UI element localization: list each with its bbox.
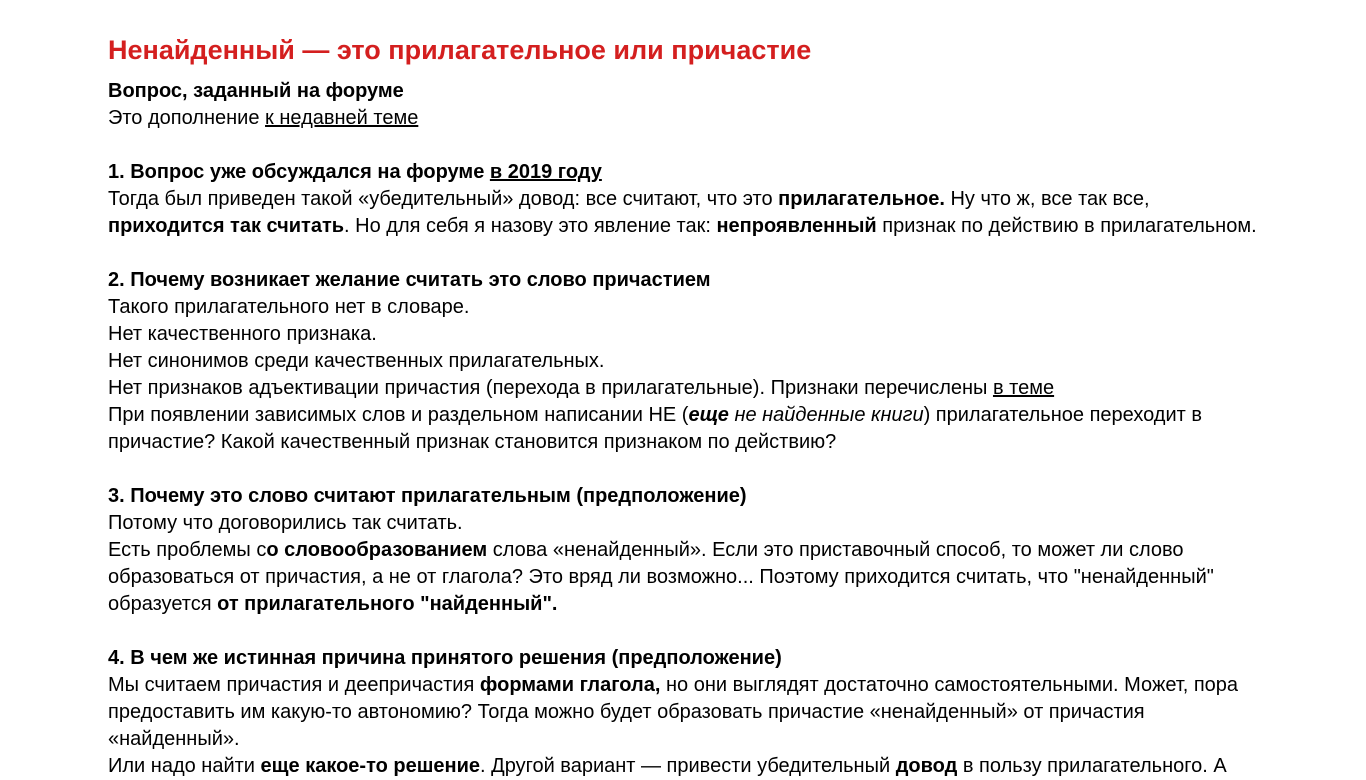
section-3-heading (108, 483, 1268, 510)
section-1-paragraph (108, 186, 1268, 240)
section-4-paragraph-2 (108, 753, 1268, 780)
s2-line5-text-2: ) прилагательное переходит в причастие? Какой качественный признак становится признаком по действию? (108, 404, 1202, 453)
spacer (108, 132, 1268, 159)
s3-bold-1: о словообразованием (266, 539, 488, 561)
section-4-heading-text: 4. В чем же истинная причина принятого решения (предположение) (108, 647, 782, 669)
s4-text-2: но они выглядят достаточно самостоятельными. Может, пора предоставить им какую-то автономию? Тогда можно будет образовать причастие «ненайденный» от причастия «найденный». (108, 674, 1239, 750)
section-4-heading (108, 645, 1268, 672)
spacer (108, 456, 1268, 483)
s4-text-5: в пользу прилагательного. А (957, 755, 1227, 777)
s2-line5-bold-italic: еще (688, 404, 729, 426)
s2-line5-italic: не найденные книги (728, 404, 924, 426)
section-3-line-1: Потому что договорились так считать. (108, 512, 463, 534)
s1-bold-1: прилагательное. (778, 188, 945, 210)
intro-text-body: Это дополнение (108, 107, 266, 129)
s2-line5-text-1: При появлении зависимых слов и раздельном написании НЕ ( (108, 404, 689, 426)
in-topic-link[interactable]: в теме (992, 377, 1055, 399)
s3-bold-2: от прилагательного "найденный". (217, 593, 558, 615)
s1-text-2: Ну что ж, все так все, (944, 188, 1150, 210)
intro-heading (108, 78, 1268, 105)
section-3-heading-text: 3. Почему это слово считают прилагательным (предположение) (108, 485, 747, 507)
section-4-paragraph-1 (108, 672, 1268, 753)
section-2-line-1: Такого прилагательного нет в словаре. (108, 296, 470, 318)
s1-text-4: признак по действию в прилагательном. (876, 215, 1257, 237)
section-2-line-5 (108, 402, 1268, 456)
section-3-paragraph (108, 537, 1268, 618)
s1-bold-2: приходится так считать (108, 215, 345, 237)
recent-topic-link[interactable]: к недавней теме (265, 107, 419, 129)
page-title: Ненайденный — это прилагательное или причастие (108, 35, 812, 65)
article (108, 30, 1268, 780)
s1-bold-3: непроявленный (716, 215, 877, 237)
section-1-heading (108, 159, 1268, 186)
section-1-heading-text (108, 161, 602, 183)
intro-text (108, 105, 1268, 132)
section-2-line-3: Нет синонимов среди качественных прилагательных. (108, 350, 605, 372)
s1-text-1: Тогда был приведен такой «убедительный» довод: все считают, что это (108, 188, 779, 210)
s1-text-3: . Но для себя я назову это явление так: (344, 215, 717, 237)
s4-text-4: . Другой вариант — привести убедительный (480, 755, 896, 777)
s3-text-2: слова «ненайденный». Если это приставочный способ, то может ли слово образоваться от причастия, а не от глагола? Это вряд ли возможно... Поэтому приходится считать, что "ненайденный" образуется (108, 539, 1214, 615)
section-1-heading-label: 1. Вопрос уже обсуждался на форуме (108, 161, 490, 183)
spacer (108, 618, 1268, 645)
year-2019-link[interactable]: в 2019 году (489, 161, 602, 183)
intro-heading-text: Вопрос, заданный на форуме (108, 80, 404, 102)
s2-line4-text: Нет признаков адъективации причастия (перехода в прилагательные). Признаки перечислены (108, 377, 993, 399)
s4-bold-1: формами глагола, (479, 674, 661, 696)
s4-text-1: Мы считаем причастия и деепричастия (108, 674, 480, 696)
s4-bold-3: довод (895, 755, 958, 777)
section-2-heading (108, 267, 1268, 294)
s4-bold-2: еще какое-то решение (260, 755, 481, 777)
spacer (108, 240, 1268, 267)
section-2-heading-text: 2. Почему возникает желание считать это слово причастием (108, 269, 711, 291)
s4-text-3: Или надо найти (108, 755, 261, 777)
section-2-line-4 (108, 375, 1268, 402)
s3-text-1: Есть проблемы с (108, 539, 267, 561)
section-2-line-2: Нет качественного признака. (108, 323, 377, 345)
